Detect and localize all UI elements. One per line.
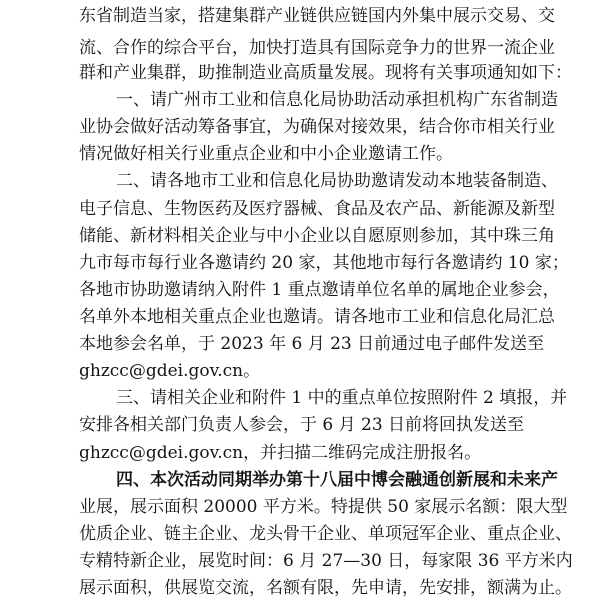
section-2-email: ghzcc@gdei.gov.cn。: [79, 361, 261, 382]
section-3-line-2: 安排各相关部门负责人参会，于 6 月 23 日前将回执发送至: [79, 415, 525, 436]
section-2-line-6: 名单外本地相关重点企业也邀请。请各地市工业和信息化局汇总: [79, 307, 555, 327]
section-4-line-5: 展示面积，供展览交流，名额有限，先申请，先安排，额满为止。: [79, 578, 572, 598]
section-1-line-2: 业协会做好活动筹备事宜，为确保对接效果，结合你市相关行业: [79, 117, 555, 138]
section-2-line-4: 九市每市每行业各邀请约 20 家，其他地市每行各邀请约 10 家；: [79, 252, 569, 273]
section-4-line-4: 专精特新企业，展览时间：6 月 27—30 日，每家限 36 平方米内: [79, 550, 573, 571]
section-4-line-3: 优质企业、链主企业、龙头骨干企业、单项冠军企业、重点企业、: [79, 523, 572, 544]
section-3-line-1: 三、请相关企业和附件 1 中的重点单位按照附件 2 填报，并: [116, 388, 568, 409]
section-3-email-line: ghzcc@gdei.gov.cn，并扫描二维码完成注册报名。: [79, 442, 482, 463]
section-2-line-2: 电子信息、生物医药及医疗器械、食品及农产品、新能源及新型: [79, 198, 555, 219]
paragraph-line-2: 流、合作的综合平台，加快打造具有国际竞争力的世界一流企业: [79, 37, 555, 58]
section-4-line-1: 四、本次活动同期举办第十八届中博会融通创新展和未来产: [116, 469, 558, 490]
paragraph-line-1: 东省制造当家，搭建集群产业链供应链国内外集中展示交易、交: [79, 6, 555, 26]
section-4-line-2: 业展，展示面积 20000 平方米。特提供 50 家展示名额：限大型: [79, 496, 568, 517]
section-2-line-3: 储能、新材料相关企业与中小企业以自愿原则参加，其中珠三角: [79, 225, 555, 246]
section-1-line-3: 情况做好相关行业重点企业和中小企业邀请工作。: [79, 144, 453, 165]
section-2-line-7: 本地参会名单，于 2023 年 6 月 23 日前通过电子邮件发送至: [79, 334, 545, 355]
section-2-line-5: 各地市协助邀请纳入附件 1 重点邀请单位名单的属地企业参会，: [79, 279, 560, 300]
section-1-line-1: 一、请广州市工业和信息化局协助活动承担机构广东省制造: [116, 90, 558, 111]
section-2-line-1: 二、请各地市工业和信息化局协助邀请发动本地装备制造、: [116, 171, 558, 192]
paragraph-line-3: 群和产业集群，助推制造业高质量发展。现将有关事项通知如下：: [79, 63, 572, 83]
